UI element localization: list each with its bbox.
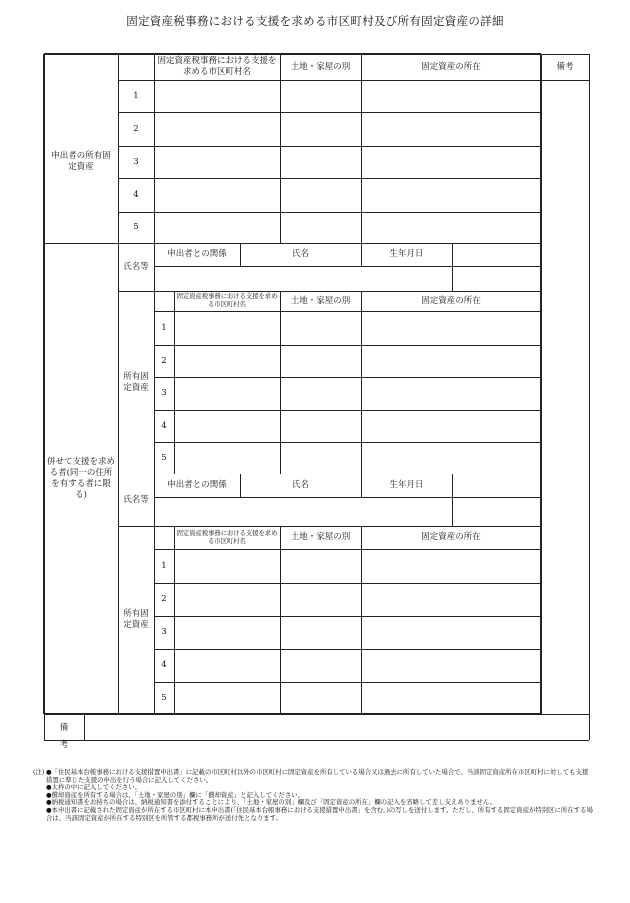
location-input[interactable]	[363, 684, 539, 712]
owned-assets-label: 所有固定資産	[123, 371, 149, 393]
land-house-input[interactable]	[282, 347, 359, 375]
section-label-joint: 併せて支援を求める者(同一の住所を有する者に限る)	[47, 456, 116, 500]
row-number: 4	[161, 420, 167, 431]
municipality-input[interactable]	[156, 214, 278, 241]
page-title: 固定資産税事務における支援を求める市区町村及び所有固定資産の詳細	[126, 14, 504, 28]
grid-line-h	[154, 311, 541, 312]
land-house-input[interactable]	[282, 444, 359, 472]
grid-line-h	[541, 714, 589, 715]
location-input[interactable]	[363, 180, 539, 210]
municipality-input[interactable]	[176, 313, 278, 343]
name-label: 氏名等	[123, 261, 149, 272]
grid-line-v	[44, 714, 45, 740]
header-land-house: 土地・家屋の別	[290, 295, 351, 306]
grid-line-h	[154, 649, 541, 650]
header-land-house: 土地・家屋の別	[290, 61, 351, 72]
row-number: 3	[161, 627, 167, 637]
municipality-input[interactable]	[156, 180, 278, 210]
municipality-input[interactable]	[176, 618, 278, 647]
row-number: 1	[161, 560, 167, 571]
row-number: 1	[133, 90, 139, 101]
location-input[interactable]	[363, 379, 539, 408]
note-item	[33, 769, 593, 784]
land-house-input[interactable]	[282, 651, 359, 680]
grid-line-h	[118, 178, 541, 179]
municipality-input[interactable]	[176, 347, 278, 375]
municipality-input[interactable]	[176, 585, 278, 614]
grid-line-h	[154, 266, 541, 267]
bottom-remarks-input[interactable]	[86, 716, 587, 738]
note-prefix: (注)	[33, 768, 45, 776]
location-input[interactable]	[363, 651, 539, 680]
grid-line-h	[154, 497, 541, 498]
land-house-input[interactable]	[282, 684, 359, 712]
relation-label: 申出者との関係	[167, 480, 227, 490]
location-input[interactable]	[363, 412, 539, 440]
name-header: 氏名	[291, 480, 309, 490]
grid-line-v	[589, 714, 590, 740]
grid-line-h	[541, 80, 589, 81]
location-input[interactable]	[363, 585, 539, 614]
note-text: ●「住民基本台帳事務における支援措置申出書」に記載の市区町村以外の市区町村に固定資産を所有している場合又は過去に所有していた場合で、当該固定資産所在市区町村に対しても支援措置に準じた支援の申出を行う場合に記入してください。	[46, 768, 589, 784]
grid-line-h	[118, 146, 541, 147]
grid-line-h	[118, 212, 541, 213]
relation-label: 申出者との関係	[167, 249, 227, 259]
row-number: 5	[133, 222, 139, 232]
grid-line-v	[280, 54, 281, 243]
land-house-input[interactable]	[282, 148, 359, 176]
land-house-input[interactable]	[282, 551, 359, 581]
note-item: ●償却資産を所有する場合は、「土地・家屋の別」欄に「償却資産」と記入してください。	[46, 790, 304, 799]
municipality-input[interactable]	[176, 444, 278, 472]
grid-line-h	[154, 345, 541, 346]
location-input[interactable]	[363, 618, 539, 647]
municipality-input[interactable]	[176, 684, 278, 712]
grid-line-v	[174, 291, 175, 474]
grid-line-v	[154, 291, 155, 474]
grid-line-v	[361, 291, 362, 474]
land-house-input[interactable]	[282, 585, 359, 614]
grid-line-h	[44, 713, 541, 715]
row-number: 2	[133, 123, 139, 134]
person-input-2[interactable]	[156, 499, 450, 524]
land-house-input[interactable]	[282, 412, 359, 440]
grid-line-v	[361, 526, 362, 714]
grid-line-h	[541, 54, 589, 55]
grid-line-v	[174, 526, 175, 714]
municipality-input[interactable]	[176, 551, 278, 581]
grid-line-v	[84, 714, 85, 740]
row-number: 2	[161, 355, 167, 366]
note-item: ●本申出書に記載された固定資産が所在する市区町村に本申出書(「住民基本台帳事務における支援措置申出書」を含む。)の写しを送付します。ただし、所有する固定資産が特別区に所在する場合は、当該固定資産が所在する特別区を所管する都税事務所が送付先となります。	[46, 805, 593, 822]
notes	[33, 769, 593, 822]
grid-line-h	[118, 112, 541, 113]
municipality-input[interactable]	[156, 82, 278, 110]
name-header: 氏名	[291, 249, 309, 259]
grid-line-h	[154, 549, 541, 550]
grid-line-h	[118, 80, 541, 81]
location-input[interactable]	[363, 114, 539, 144]
grid-line-v	[280, 526, 281, 714]
row-number: 5	[161, 452, 167, 463]
grid-line-v	[118, 54, 119, 714]
grid-line-h	[44, 243, 541, 244]
municipality-input[interactable]	[176, 412, 278, 440]
land-house-input[interactable]	[282, 82, 359, 110]
row-number: 4	[133, 189, 139, 200]
location-input[interactable]	[363, 444, 539, 472]
location-input[interactable]	[363, 82, 539, 110]
grid-line-v	[280, 291, 281, 474]
grid-line-v	[589, 54, 590, 714]
land-house-input[interactable]	[282, 180, 359, 210]
header-municipality: 固定資産税事務における支援を求める市区町村名	[176, 293, 278, 308]
header-land-house: 土地・家屋の別	[290, 532, 351, 542]
row-number: 5	[161, 692, 167, 703]
grid-line-h	[154, 442, 541, 443]
grid-line-h	[154, 377, 541, 378]
grid-line-v	[361, 54, 362, 243]
header-municipality: 固定資産税事務における支援を求める市区町村名	[176, 529, 278, 545]
birthdate-header: 生年月日	[389, 480, 424, 490]
municipality-input[interactable]	[156, 148, 278, 176]
person-input-1[interactable]	[156, 268, 450, 289]
grid-line-h	[154, 682, 541, 683]
land-house-input[interactable]	[282, 618, 359, 647]
municipality-input[interactable]	[156, 114, 278, 144]
grid-line-v	[43, 54, 45, 714]
location-input[interactable]	[363, 551, 539, 581]
header-location: 固定資産の所在	[421, 61, 481, 72]
location-input[interactable]	[363, 148, 539, 176]
note-item: ●太枠の中に記入してください。	[46, 783, 142, 792]
birthdate-header: 生年月日	[389, 249, 424, 259]
land-house-input[interactable]	[282, 214, 359, 241]
location-input[interactable]	[363, 214, 539, 241]
land-house-input[interactable]	[282, 114, 359, 144]
grid-line-h	[44, 53, 541, 55]
grid-line-h	[154, 583, 541, 584]
grid-line-h	[44, 740, 589, 741]
row-number: 1	[161, 322, 167, 333]
note-item: ●納税通知書をお持ちの場合は、納税通知書を添付することにより、「土地・家屋の別」欄及び「固定資産の所在」欄の記入を省略して差し支えありません。	[46, 798, 497, 807]
grid-line-v	[154, 54, 155, 243]
land-house-input[interactable]	[282, 313, 359, 343]
header-remarks: 備考	[556, 61, 574, 72]
grid-line-h	[118, 526, 541, 527]
name-label: 氏名等	[123, 494, 149, 505]
section-label-applicant: 申出者の所有固定資産	[51, 150, 111, 172]
row-number: 4	[161, 660, 167, 670]
grid-line-h	[118, 291, 541, 292]
header-location: 固定資産の所在	[421, 295, 481, 306]
header-municipality: 固定資産税事務における支援を求める市区町村名	[157, 56, 277, 77]
row-number: 2	[161, 594, 167, 604]
grid-line-v	[154, 526, 155, 714]
header-location: 固定資産の所在	[421, 532, 481, 542]
location-input[interactable]	[363, 347, 539, 375]
land-house-input[interactable]	[282, 379, 359, 408]
grid-line-h	[154, 410, 541, 411]
row-number: 3	[133, 156, 139, 167]
location-input[interactable]	[363, 313, 539, 343]
bottom-remarks-label: 備考	[59, 723, 69, 750]
row-number: 3	[161, 388, 167, 398]
owned-assets-label: 所有固定資産	[123, 609, 149, 630]
municipality-input[interactable]	[176, 651, 278, 680]
municipality-input[interactable]	[176, 379, 278, 408]
grid-line-h	[154, 616, 541, 617]
